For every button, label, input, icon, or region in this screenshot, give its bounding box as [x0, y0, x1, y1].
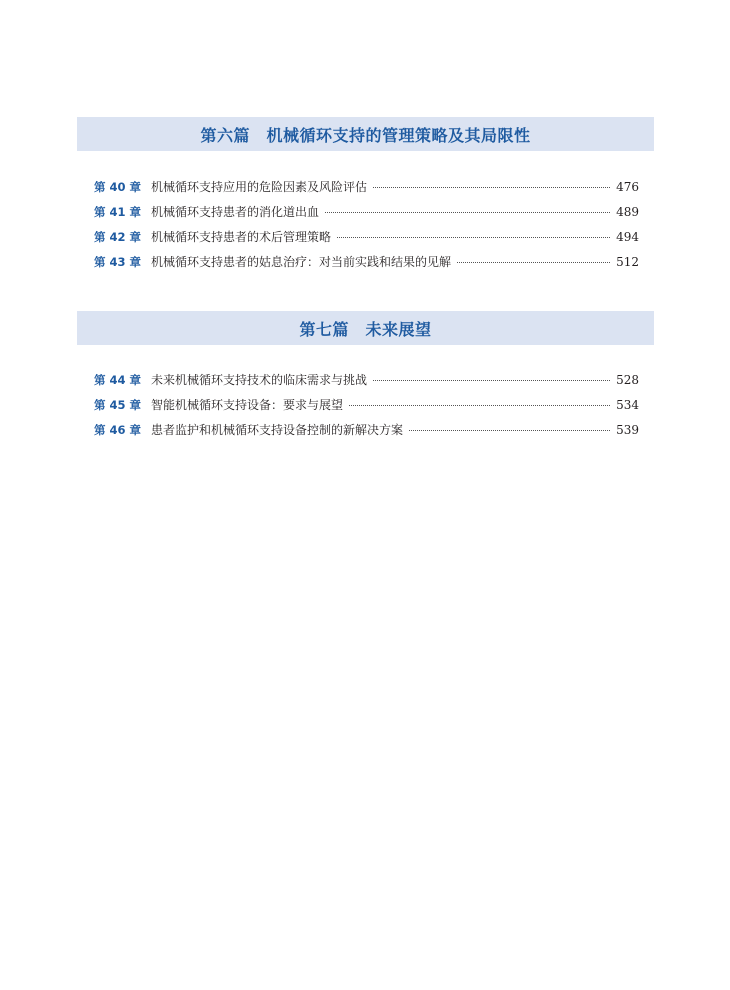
chapter-title: 机械循环支持应用的危险因素及风险评估	[151, 180, 368, 194]
toc-entry-chapter-46[interactable]	[94, 418, 639, 443]
page-number: 512	[616, 255, 639, 269]
chapter-title: 机械循环支持患者的姑息治疗：对当前实践和结果的见解	[151, 255, 452, 269]
chapter-number: 第 45 章	[94, 398, 142, 412]
page-number: 528	[616, 373, 639, 387]
chapter-number: 第 42 章	[94, 230, 142, 244]
page-number: 489	[616, 205, 639, 219]
page-number: 494	[616, 230, 639, 244]
page-number: 476	[616, 180, 639, 194]
dot-leader	[457, 261, 610, 263]
part-7-chapter-list	[94, 368, 639, 443]
part-6-title: 第六篇 机械循环支持的管理策略及其局限性	[200, 125, 531, 145]
page-number: 534	[616, 398, 639, 412]
chapter-title: 未来机械循环支持技术的临床需求与挑战	[151, 373, 368, 387]
dot-leader	[349, 404, 610, 406]
chapter-title: 患者监护和机械循环支持设备控制的新解决方案	[151, 423, 404, 437]
page-number: 539	[616, 423, 639, 437]
part-7-banner	[77, 311, 654, 345]
dot-leader	[373, 186, 610, 188]
part-7-title: 第七篇 未来展望	[299, 319, 432, 339]
dot-leader	[409, 429, 610, 431]
chapter-title: 机械循环支持患者的消化道出血	[151, 205, 320, 219]
chapter-title: 机械循环支持患者的术后管理策略	[151, 230, 332, 244]
chapter-number: 第 41 章	[94, 205, 142, 219]
chapter-number: 第 40 章	[94, 180, 142, 194]
dot-leader	[325, 211, 610, 213]
part-6-banner	[77, 117, 654, 151]
chapter-number: 第 44 章	[94, 373, 142, 387]
chapter-title: 智能机械循环支持设备：要求与展望	[151, 398, 344, 412]
toc-entry-chapter-43[interactable]	[94, 250, 639, 275]
toc-entry-chapter-40[interactable]	[94, 175, 639, 200]
toc-entry-chapter-44[interactable]	[94, 368, 639, 393]
dot-leader	[373, 379, 610, 381]
part-6-chapter-list	[94, 175, 639, 275]
toc-entry-chapter-41[interactable]	[94, 200, 639, 225]
dot-leader	[337, 236, 610, 238]
toc-entry-chapter-42[interactable]	[94, 225, 639, 250]
chapter-number: 第 46 章	[94, 423, 142, 437]
toc-entry-chapter-45[interactable]	[94, 393, 639, 418]
chapter-number: 第 43 章	[94, 255, 142, 269]
